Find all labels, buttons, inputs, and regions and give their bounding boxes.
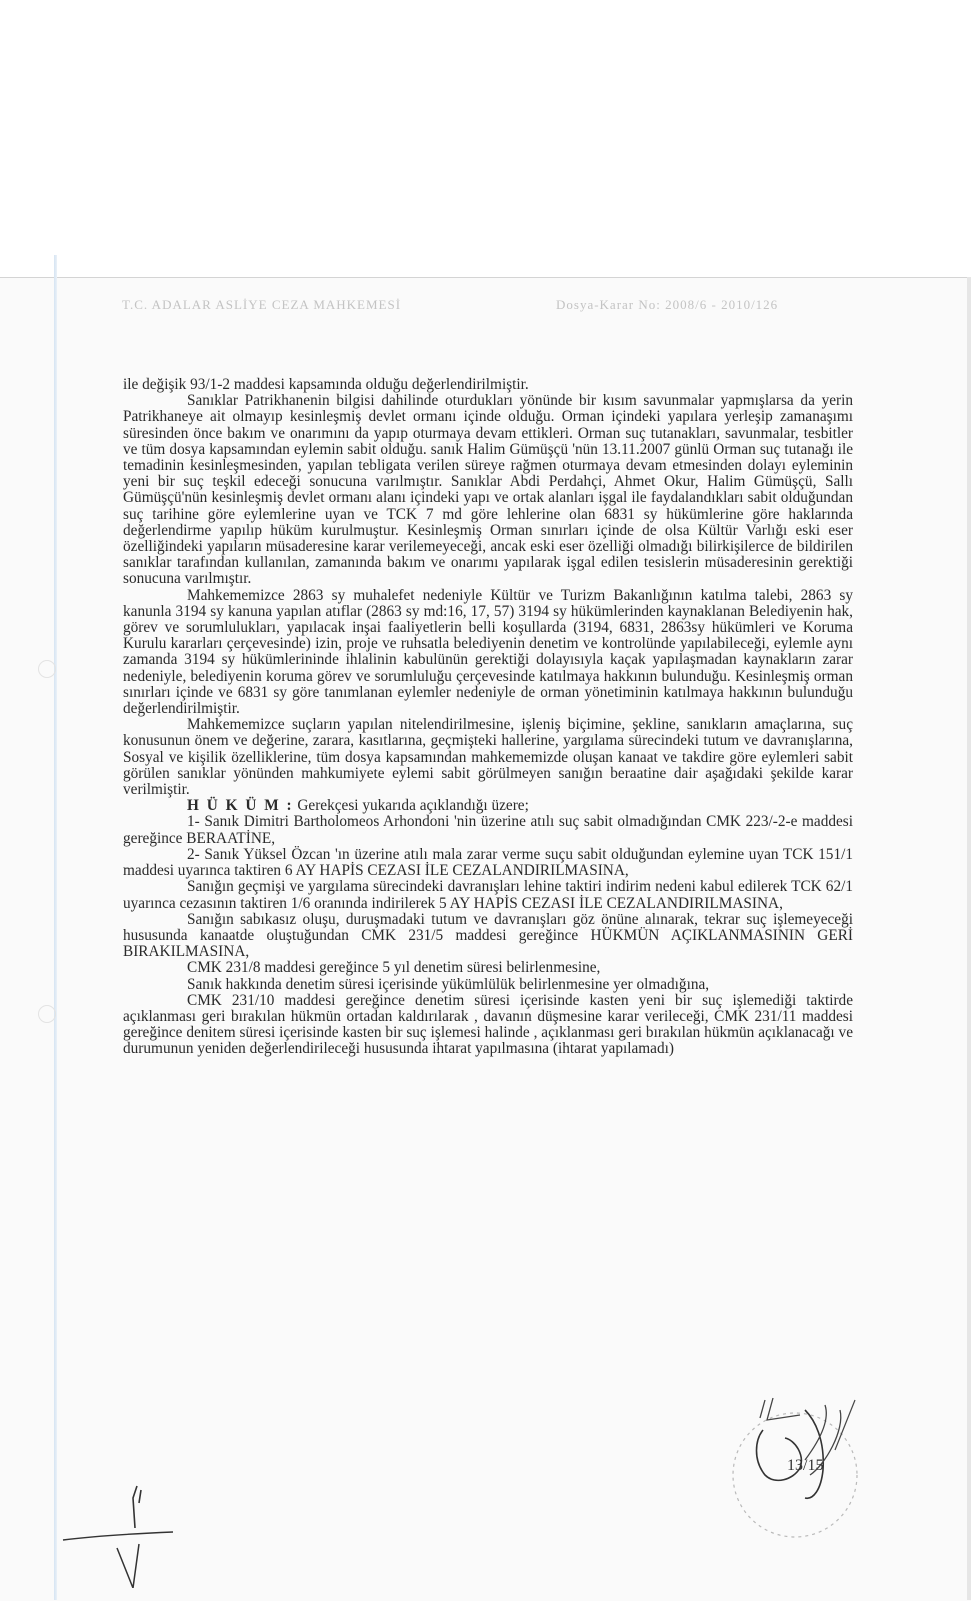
- verdict-item: Sanığın geçmişi ve yargılama sürecindeki davranışları lehine taktiri indirim nedeni kabul edilerek TCK 62/1 uyarınca cezasının taktiren 1/6 oranında indirilerek 5 AY HAPİS CEZASI İLE CEZALANDIRILMASINA,: [123, 878, 853, 912]
- verdict-item: Sanığın sabıkasız oluşu, duruşmadaki tutum ve davranışları göz önüne alınarak, tekrar suç işlemeyeceği hususunda kanaatde oluştuğundan CMK 231/5 maddesi gereğince HÜKMÜN AÇIKLANMASININ GERİ BIRAKILMASINA,: [123, 910, 853, 961]
- verdict-line: [123, 798, 853, 814]
- paragraph: ile değişik 93/1-2 maddesi kapsamında olduğu değerlendirilmiştir.: [123, 376, 529, 393]
- scan-right-edge: [967, 277, 971, 1600]
- file-number: Dosya-Karar No: 2008/6 - 2010/126: [556, 297, 779, 312]
- verdict-item: 1- Sanık Dimitri Bartholomeos Arhondoni 'nin üzerine atılı suç sabit olmadığından CMK 223/-2-e maddesi gereğince BERAATİNE,: [123, 813, 853, 847]
- paragraph: Mahkememizce suçların yapılan nitelendirilmesine, işleniş biçimine, şekline, sanıkların amaçlarına, suç konusunun önem ve değerine, zarara, kasıtlarına, geçmişteki hallerine, yargılama sürecindeki tutum ve davranışlarına, Sosyal ve kişilik özelliklerine, tüm dosya kapsamından mahkememizde oluşan kanaat ve takdire göre eylemleri sabit görülen sanıklar yönünden mahkumiyete eylemi sabit görülmeyen sanığın beraatine dair aşağıdaki şekilde karar verilmiştir.: [123, 716, 853, 799]
- verdict-item: 2- Sanık Yüksel Özcan 'ın üzerine atılı mala zarar verme suçu sabit olduğundan eylemine uyan TCK 151/1 maddesi uyarınca taktiren 6 AY HAPİS CEZASI İLE CEZALANDIRILMASINA,: [123, 845, 853, 880]
- verdict-intro: Gerekçesi yukarıda açıklandığı üzere;: [297, 797, 529, 815]
- paragraph: Sanıklar Patrikhanenin bilgisi dahilinde oturdukları yönünde bir kısım savunmalar yapmışlarsa da yerin Patrikhaneye ait olmayıp kesinleşmiş devlet ormanı içinde olduğu. Orman içindeki yapılara yerleşip zamanaşımı süresinden önce bakım ve onarımını da yapıp oturmaya devam ettikleri. Orman suç tutanakları, savunmalar, tesbitler ve tüm dosya kapsamından eylemin sabit olduğu. sanık Halim Gümüşçü 'nün 13.11.2007 günlü Orman suç tutanağı ile temadinin kesinleşmesinden, yapılan tebligata verilen süreye rağmen oturmaya devam etmesinden dolayı eyleminin yeni bir suç teşkil edeceği sonucuna varılmıştır. Sanıklar Abdi Perdahçi, Ahmet Okur, Halim Gümüşçü, Sallı Gümüşçü'nün kesinleşmiş devlet ormanı alanı içindeki yapı ve ortak alanları işgal ile faydalandıkları sabit olduğundan suç tarihine göre eylemlerine uyan ve TCK 7 md göre lehlerine olan 6831 sy hükümlerine göre haklarında değerlendirme yapılıp hüküm kurulmuştur. Kesinleşmiş Orman sınırları içinde de olsa Kültür Varlığı eski eser özelliğindeki yapıların müsaderesine karar verilemeyeceği, ancak eski eser özelliği olmadığı bilirkişilerce de bildirilen sanıklar tarafından kullanılan, zamanında bakım ve onarımı yapılarak işgal edilen tesislerin müsaderesinin gerektiği sonucuna varılmıştır.: [123, 392, 853, 588]
- document-body: [123, 377, 853, 1058]
- paragraph: Mahkememizce 2863 sy muhalefet nedeniyle Kültür ve Turizm Bakanlığının katılma talebi, 2863 sy kanunla 3194 sy kanuna yapılan atıflar (2863 sy md:16, 17, 57) 3194 sy hükümlerinden kaynaklanan Belediyenin hak, görev ve sorumlulukları, yapılacak inşai faaliyetlerin belli koşullarda (3194, 6831, 2863sy hükümleri ve Koruma Kurulu kararları çerçevesinde) izin, proje ve ruhsatla belediyenin denetim ve kontrolünde yapılabileceği, eylemle aynı zamanda 3194 sy hükümlerininde ihlalinin kabulünün gerektiği dolayısıyla kaçak yapılaşmadan kaynakların zarar nedeniyle, belediyenin koruma görev ve sorumluluğu çerçevesinde katılmaya hakkının bulunduğu. Kesinleşmiş orman sınırları içinde ve 6831 sy göre tanımlanan eylemler nedeniyle de orman yönetiminin katılmaya hakkının bulunduğu değerlendirilmiştir.: [123, 586, 853, 718]
- verdict-item: Sanık hakkında denetim süresi içerisinde yükümlülük belirlenmesine yer olmadığına,: [187, 975, 710, 993]
- punch-hole: [38, 1005, 56, 1023]
- scan-left-edge: [54, 255, 57, 1600]
- page-number: 13/15: [787, 1457, 824, 1474]
- court-name: T.C. ADALAR ASLİYE CEZA MAHKEMESİ: [122, 297, 402, 312]
- verdict-item: CMK 231/8 maddesi gereğince 5 yıl denetim süresi belirlenmesine,: [187, 959, 601, 977]
- punch-hole: [38, 660, 56, 678]
- judge-signature: [55, 1448, 175, 1588]
- verdict-heading: H Ü K Ü M :: [187, 797, 294, 815]
- verdict-item: CMK 231/10 maddesi gereğince denetim süresi içerisinde kasten yeni bir suç işlemediği taktirde açıklanması geri bırakılan hükmün ortadan kaldırılarak , davanın düşmesine karar verileceği, CMK 231/11 maddesi gereğince denitem süresi içerisinde kasten bir suç işlemesi halinde , açıklanması geri bırakılan hükmün açıklanacağı ve durumunun yeniden değerlendirileceği hususunda ihtarat yapılmasına (ihtarat yapılamadı): [123, 991, 853, 1058]
